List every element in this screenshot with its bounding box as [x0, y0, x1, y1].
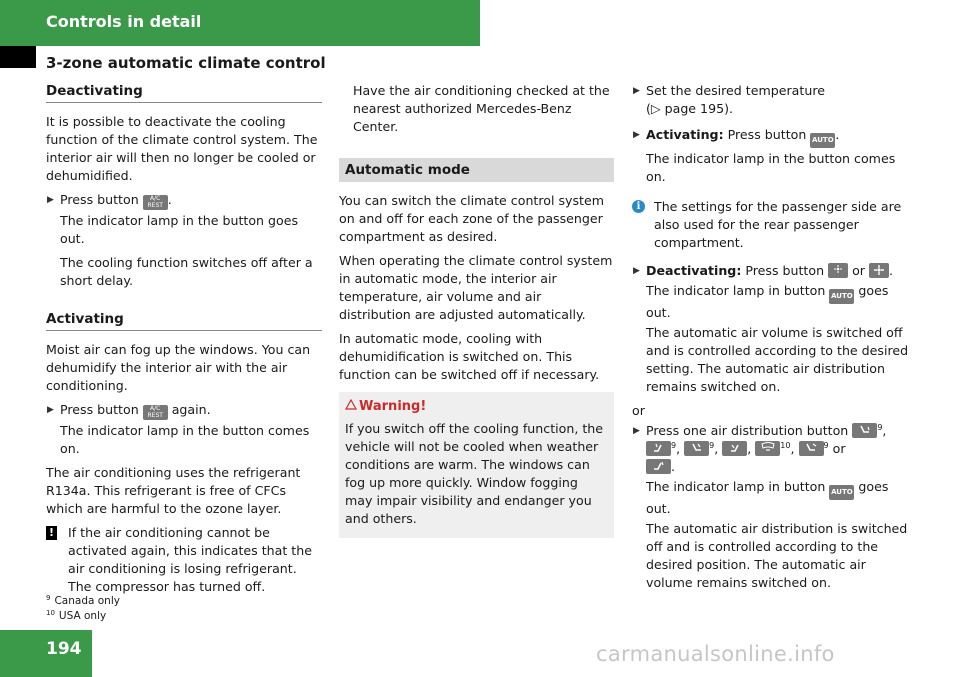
section-title: 3-zone automatic climate control [46, 54, 326, 72]
info-note: i The settings for the passenger side are also used for the rear passenger compartment. [632, 198, 910, 252]
lamp-auto-out-text-2: The indicator lamp in button AUTO goes out. [646, 479, 889, 516]
fan-down-button-icon [828, 263, 848, 278]
footnote-10: $^{10}$ USA only [46, 608, 107, 622]
chapter-title: Controls in detail [46, 12, 202, 31]
watermark: carmanualsonline.info [596, 642, 835, 666]
lamp-on-text: The indicator lamp in the button comes on. [646, 151, 896, 184]
or-separator: or [632, 403, 645, 418]
page-number: 194 [46, 639, 82, 659]
warning-text: If you switch off the cooling function, the vehicle will not be cooled when weather conditions are warm. The windows can fog up more quickly. Window fogging may impair visibility and endanger you and others. [345, 421, 603, 526]
auto-button-icon: AUTO [810, 133, 835, 148]
warning-title: Warning! [345, 398, 608, 416]
warning-box [339, 392, 614, 538]
auto-paragraph-1: You can switch the climate control system on and off for each zone of the passenger compartment as desired. [339, 193, 604, 244]
auto-paragraph-2: When operating the climate control system in automatic mode, the interior air temperature, air volume and air distribution are adjusted automatically. [339, 253, 613, 322]
air-distribution-center-icon [684, 441, 709, 456]
air-distribution-upper-icon [646, 459, 671, 474]
cooling-off-text: The cooling function switches off after a short delay. [60, 255, 313, 288]
info-icon: i [632, 200, 645, 213]
activating-text: Moist air can fog up the windows. You can dehumidify the interior air with the air conditioning. [46, 342, 311, 393]
footnote-9: $^9$ Canada only [46, 593, 120, 607]
warning-triangle-icon [345, 398, 359, 416]
auto-button-icon: AUTO [829, 289, 854, 304]
deactivating-text: It is possible to deactivate the cooling function of the climate control system. The interior air will then no longer be cooled or dehumidified. [46, 114, 318, 183]
activating-heading: Activating [46, 310, 322, 331]
air-distribution-defrost-icon [755, 441, 780, 456]
ac-rest-button-icon: A/C REST [143, 405, 168, 420]
step-arrow-icon: ▶ [633, 130, 640, 140]
auto-paragraph-3: In automatic mode, cooling with dehumidification is switched on. This function can be switched off if necessary. [339, 331, 600, 382]
air-distribution-window-icon [722, 441, 747, 456]
step-arrow-icon: ▶ [633, 426, 640, 436]
ac-rest-button-icon: A/C REST [143, 195, 168, 210]
auto-button-icon: AUTO [829, 485, 854, 500]
step-arrow-icon: ▶ [47, 405, 54, 415]
page-reference: (▷ page 195). [646, 101, 734, 116]
caution-icon: ! [46, 526, 57, 540]
check-text: Have the air conditioning checked at the nearest authorized Mercedes-Benz Center. [353, 83, 610, 134]
distribution-text: The automatic air distribution is switched off and is controlled according to the desired position. The automatic air volume remains switched on. [646, 521, 908, 590]
automatic-mode-heading: Automatic mode [339, 158, 614, 182]
lamp-auto-out-text: The indicator lamp in button AUTO goes out. [646, 283, 889, 320]
step-arrow-icon: ▶ [47, 195, 54, 205]
column-middle [339, 82, 614, 538]
step-arrow-icon: ▶ [633, 266, 640, 276]
step-activating: ▶ Activating: Press button AUTO . [632, 126, 910, 148]
step-set-temperature: ▶ Set the desired temperature (▷ page 195). [633, 83, 825, 116]
column-left [46, 82, 322, 602]
lamp-on-text: The indicator lamp in the button comes on. [60, 423, 310, 456]
step-air-distribution: ▶ Press one air distribution button $^9$, $^9$, $^9$, , $^{10}$, $^9$ or . [633, 422, 887, 474]
refrigerant-text: The air conditioning uses the refrigerant R134a. This refrigerant is free of CFCs which are harmful to the ozone layer. [46, 465, 301, 516]
fan-up-button-icon [869, 263, 889, 278]
air-distribution-footwell-icon [852, 423, 877, 438]
step-arrow-icon: ▶ [633, 86, 640, 96]
air-volume-text: The automatic air volume is switched off and is controlled according to the desired setting. The automatic air distribution remains switched on. [646, 325, 909, 394]
air-distribution-all-icon [799, 441, 824, 456]
deactivating-heading: Deactivating [46, 82, 322, 103]
lamp-out-text: The indicator lamp in the button goes out. [60, 213, 299, 246]
caution-note: ! If the air conditioning cannot be activated again, this indicates that the air conditioning is losing refrigerant. The compressor has turned off. [46, 524, 322, 596]
step-deactivating: ▶ Deactivating: Press button or . [633, 263, 894, 278]
air-distribution-head-footwell-icon [646, 441, 671, 456]
section-tab [0, 46, 36, 68]
step-press-ac: ▶ Press button A/C REST . [47, 192, 172, 209]
column-right [632, 82, 910, 598]
step-press-ac-again: ▶ Press button A/C REST again. [47, 402, 211, 419]
footnotes [46, 594, 120, 624]
